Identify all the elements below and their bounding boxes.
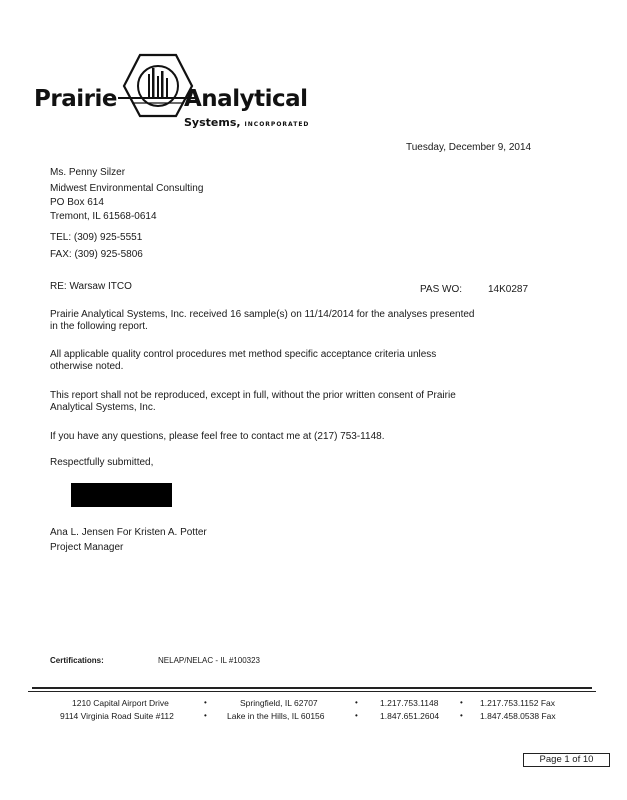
recipient-company: Midwest Environmental Consulting <box>50 183 204 194</box>
footer-bullet: • <box>355 698 358 707</box>
paragraph-1-line-2: in the following report. <box>50 321 148 332</box>
certifications-value: NELAP/NELAC - IL #100323 <box>158 656 260 665</box>
footer-bullet: • <box>355 711 358 720</box>
logo-subtitle <box>184 116 309 129</box>
logo-word-prairie: Prairie <box>34 86 117 112</box>
re-subject: RE: Warsaw ITCO <box>50 281 132 292</box>
recipient-fax: FAX: (309) 925-5806 <box>50 249 143 260</box>
paragraph-3-line-1: This report shall not be reproduced, except in full, without the prior written consent of Prairie <box>50 390 456 401</box>
page-indicator: Page 1 of 10 <box>523 753 610 767</box>
footer-phone-2: 1.847.651.2604 <box>380 711 440 721</box>
footer-fax-2: 1.847.458.0538 Fax <box>480 711 556 721</box>
signer-name: Ana L. Jensen For Kristen A. Potter <box>50 527 207 538</box>
footer-fax-1: 1.217.753.1152 Fax <box>480 698 555 708</box>
logo-word-analytical: Analytical <box>184 86 308 112</box>
paragraph-3-line-2: Analytical Systems, Inc. <box>50 402 156 413</box>
paragraph-4: If you have any questions, please feel free to contact me at (217) 753-1148. <box>50 431 385 442</box>
footer-bullet: • <box>460 711 463 720</box>
footer-address-1: 1210 Capital Airport Drive <box>72 698 169 708</box>
paragraph-1-line-1: Prairie Analytical Systems, Inc. received 16 sample(s) on 11/14/2014 for the analyses presented <box>50 309 475 320</box>
recipient-po-box: PO Box 614 <box>50 197 104 208</box>
redacted-signature <box>71 483 172 507</box>
closing: Respectfully submitted, <box>50 457 154 468</box>
paragraph-2-line-1: All applicable quality control procedures met method specific acceptance criteria unless <box>50 349 437 360</box>
paragraph-2-line-2: otherwise noted. <box>50 361 124 372</box>
recipient-tel: TEL: (309) 925-5551 <box>50 232 143 243</box>
footer-phone-1: 1.217.753.1148 <box>380 698 439 708</box>
recipient-city: Tremont, IL 61568-0614 <box>50 211 157 222</box>
letter-date: Tuesday, December 9, 2014 <box>406 142 532 153</box>
footer-bullet: • <box>204 711 207 720</box>
footer-city-2: Lake in the Hills, IL 60156 <box>227 711 325 721</box>
footer-rule-top <box>32 687 592 689</box>
footer-city-1: Springfield, IL 62707 <box>240 698 318 708</box>
certifications-label: Certifications: <box>50 656 104 665</box>
logo-subtitle-incorporated: INCORPORATED <box>244 121 310 128</box>
footer-address-2: 9114 Virginia Road Suite #112 <box>60 711 174 721</box>
work-order-label: PAS WO: <box>420 284 463 295</box>
signer-title: Project Manager <box>50 542 124 553</box>
footer-bullet: • <box>460 698 463 707</box>
logo-subtitle-systems: Systems, <box>184 116 241 129</box>
footer-bullet: • <box>204 698 207 707</box>
recipient-name: Ms. Penny Silzer <box>50 167 126 178</box>
footer-rule-bottom <box>28 691 596 692</box>
work-order-number: 14K0287 <box>488 284 529 295</box>
